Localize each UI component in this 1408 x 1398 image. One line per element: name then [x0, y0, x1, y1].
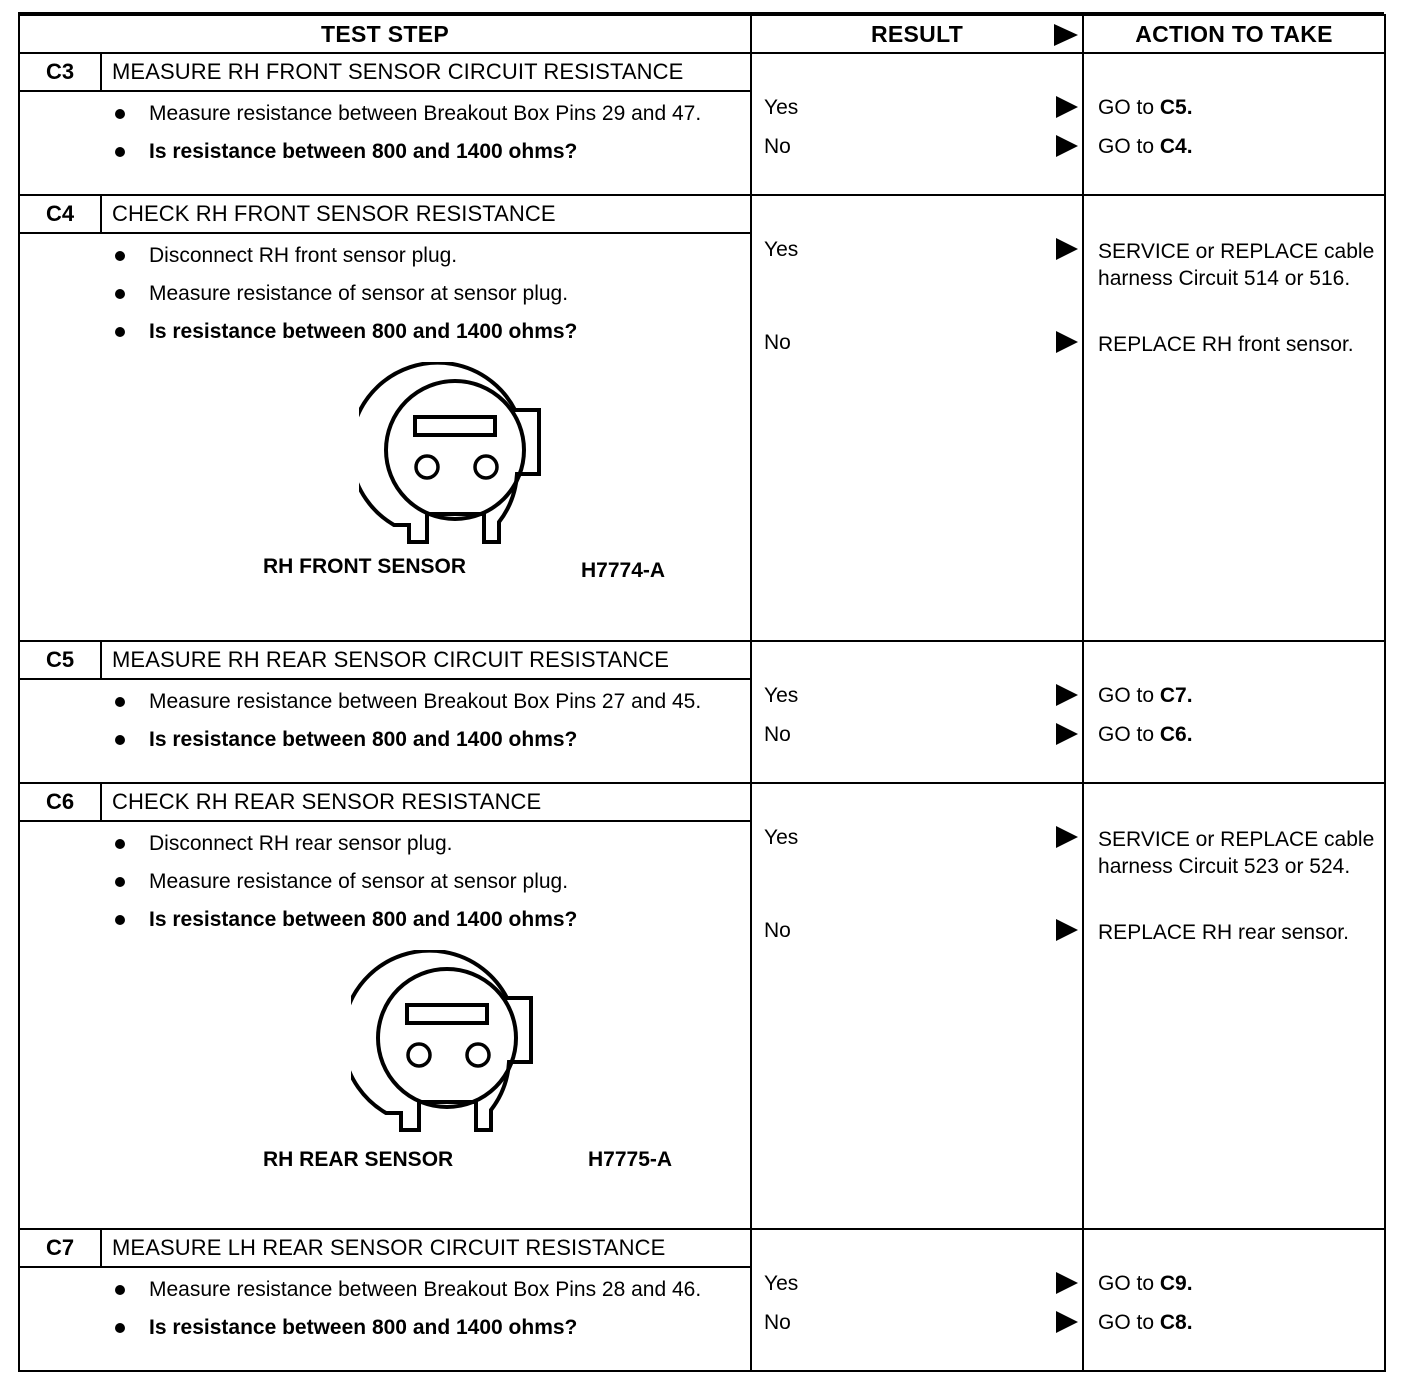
- step-body: [101, 821, 751, 1229]
- step-title: MEASURE RH FRONT SENSOR CIRCUIT RESISTANCE: [101, 53, 751, 91]
- action-cell: [1083, 53, 1385, 195]
- action-cell: [1083, 1229, 1385, 1371]
- arrow-right-icon: [1056, 826, 1078, 848]
- result-label: Yes: [764, 96, 799, 119]
- action-text: GO to: [1098, 1272, 1160, 1295]
- result-cell: [751, 783, 1083, 1229]
- figure-caption: RH FRONT SENSOR: [263, 555, 467, 578]
- header-result: [751, 15, 1083, 53]
- step-body: [101, 233, 751, 641]
- result-no: [764, 919, 1078, 943]
- step-body: [101, 679, 751, 783]
- result-no: [764, 1311, 1078, 1335]
- bullet-question: Is resistance between 800 and 1400 ohms?: [101, 318, 740, 345]
- result-cell: [751, 641, 1083, 783]
- step-body: [101, 91, 751, 195]
- arrow-right-icon: [1056, 723, 1078, 745]
- result-yes: [764, 238, 1078, 262]
- sensor-plug-icon: [351, 950, 551, 1150]
- bullet-list: [101, 92, 750, 182]
- bullet-item: Disconnect RH front sensor plug.: [101, 242, 740, 269]
- bullet-list: [101, 680, 750, 770]
- action-yes: [1098, 94, 1380, 121]
- step-body-spacer: [19, 821, 101, 1229]
- arrow-right-icon: [1056, 684, 1078, 706]
- step-reference: C9.: [1159, 1272, 1193, 1295]
- bullet-question: Is resistance between 800 and 1400 ohms?: [101, 1314, 740, 1341]
- arrow-right-icon: [1054, 24, 1078, 46]
- step-title: CHECK RH REAR SENSOR RESISTANCE: [101, 783, 751, 821]
- figure-caption: RH REAR SENSOR: [263, 1148, 454, 1171]
- action-no: [1098, 1309, 1380, 1336]
- step-title-row: [19, 53, 1385, 91]
- table-header: [19, 15, 1385, 53]
- step-body-spacer: [19, 233, 101, 641]
- step-id: C4: [19, 195, 101, 233]
- action-text: GO to: [1098, 96, 1160, 119]
- bullet-item: Measure resistance of sensor at sensor plug.: [101, 280, 740, 307]
- bullet-question: Is resistance between 800 and 1400 ohms?: [101, 138, 740, 165]
- action-yes: [1098, 1270, 1380, 1297]
- diagnostic-table: [18, 14, 1386, 1372]
- action-cell: [1083, 783, 1385, 1229]
- bullet-item: Measure resistance of sensor at sensor plug.: [101, 868, 740, 895]
- sensor-plug-icon: [359, 362, 559, 562]
- result-yes: [764, 826, 1078, 850]
- action-cell: [1083, 195, 1385, 641]
- header-result-label: RESULT: [870, 20, 964, 47]
- result-label: Yes: [764, 826, 799, 849]
- step-body-spacer: [19, 91, 101, 195]
- step-title-row: [19, 783, 1385, 821]
- step-title-row: [19, 195, 1385, 233]
- action-text: GO to: [1098, 1311, 1160, 1334]
- result-yes: [764, 1272, 1078, 1296]
- bullet-item: Measure resistance between Breakout Box Pins 29 and 47.: [101, 100, 740, 127]
- step-reference: C5.: [1159, 96, 1193, 119]
- step-body: [101, 1267, 751, 1371]
- arrow-right-icon: [1056, 919, 1078, 941]
- action-no: [1098, 721, 1380, 748]
- result-label: Yes: [764, 684, 799, 707]
- result-label: Yes: [764, 238, 799, 261]
- result-label: No: [764, 331, 791, 354]
- step-title: MEASURE RH REAR SENSOR CIRCUIT RESISTANCE: [101, 641, 751, 679]
- arrow-right-icon: [1056, 135, 1078, 157]
- arrow-right-icon: [1056, 1272, 1078, 1294]
- step-reference: C8.: [1159, 1311, 1193, 1334]
- action-yes: SERVICE or REPLACE cable harness Circuit 514 or 516.: [1098, 240, 1375, 290]
- action-cell: [1083, 641, 1385, 783]
- action-text: GO to: [1098, 684, 1160, 707]
- bullet-item: Measure resistance between Breakout Box Pins 28 and 46.: [101, 1276, 740, 1303]
- bullet-list: [101, 1268, 750, 1358]
- step-title-row: [19, 1229, 1385, 1267]
- step-title-row: [19, 641, 1385, 679]
- bullet-question: Is resistance between 800 and 1400 ohms?: [101, 906, 740, 933]
- bullet-list: [101, 234, 750, 362]
- result-cell: [751, 1229, 1083, 1371]
- action-yes: [1098, 682, 1380, 709]
- result-no: [764, 135, 1078, 159]
- step-reference: C7.: [1159, 684, 1193, 707]
- step-title: CHECK RH FRONT SENSOR RESISTANCE: [101, 195, 751, 233]
- result-cell: [751, 195, 1083, 641]
- arrow-right-icon: [1056, 238, 1078, 260]
- arrow-right-icon: [1056, 96, 1078, 118]
- step-reference: C6.: [1159, 723, 1193, 746]
- result-no: [764, 331, 1078, 355]
- result-label: No: [764, 919, 791, 942]
- step-id: C5: [19, 641, 101, 679]
- action-no: REPLACE RH front sensor.: [1098, 333, 1354, 356]
- arrow-right-icon: [1056, 331, 1078, 353]
- sensor-figure: [101, 362, 750, 612]
- figure-code: H7774-A: [581, 559, 666, 582]
- result-label: No: [764, 723, 791, 746]
- result-cell: [751, 53, 1083, 195]
- sensor-figure: [101, 950, 750, 1200]
- header-test-step: TEST STEP: [19, 15, 751, 53]
- header-action: ACTION TO TAKE: [1083, 15, 1385, 53]
- step-body-spacer: [19, 1267, 101, 1371]
- result-yes: [764, 684, 1078, 708]
- figure-code: H7775-A: [588, 1148, 673, 1171]
- result-no: [764, 723, 1078, 747]
- step-reference: C4.: [1159, 135, 1193, 158]
- action-text: GO to: [1098, 723, 1160, 746]
- action-text: GO to: [1098, 135, 1160, 158]
- step-id: C6: [19, 783, 101, 821]
- result-yes: [764, 96, 1078, 120]
- arrow-right-icon: [1056, 1311, 1078, 1333]
- action-yes: SERVICE or REPLACE cable harness Circuit 523 or 524.: [1098, 828, 1375, 878]
- action-no: REPLACE RH rear sensor.: [1098, 921, 1349, 944]
- step-id: C7: [19, 1229, 101, 1267]
- step-title: MEASURE LH REAR SENSOR CIRCUIT RESISTANCE: [101, 1229, 751, 1267]
- result-label: No: [764, 135, 791, 158]
- action-no: [1098, 133, 1380, 160]
- result-label: No: [764, 1311, 791, 1334]
- bullet-question: Is resistance between 800 and 1400 ohms?: [101, 726, 740, 753]
- bullet-item: Disconnect RH rear sensor plug.: [101, 830, 740, 857]
- bullet-item: Measure resistance between Breakout Box Pins 27 and 45.: [101, 688, 740, 715]
- bullet-list: [101, 822, 750, 950]
- result-label: Yes: [764, 1272, 799, 1295]
- step-body-spacer: [19, 679, 101, 783]
- step-id: C3: [19, 53, 101, 91]
